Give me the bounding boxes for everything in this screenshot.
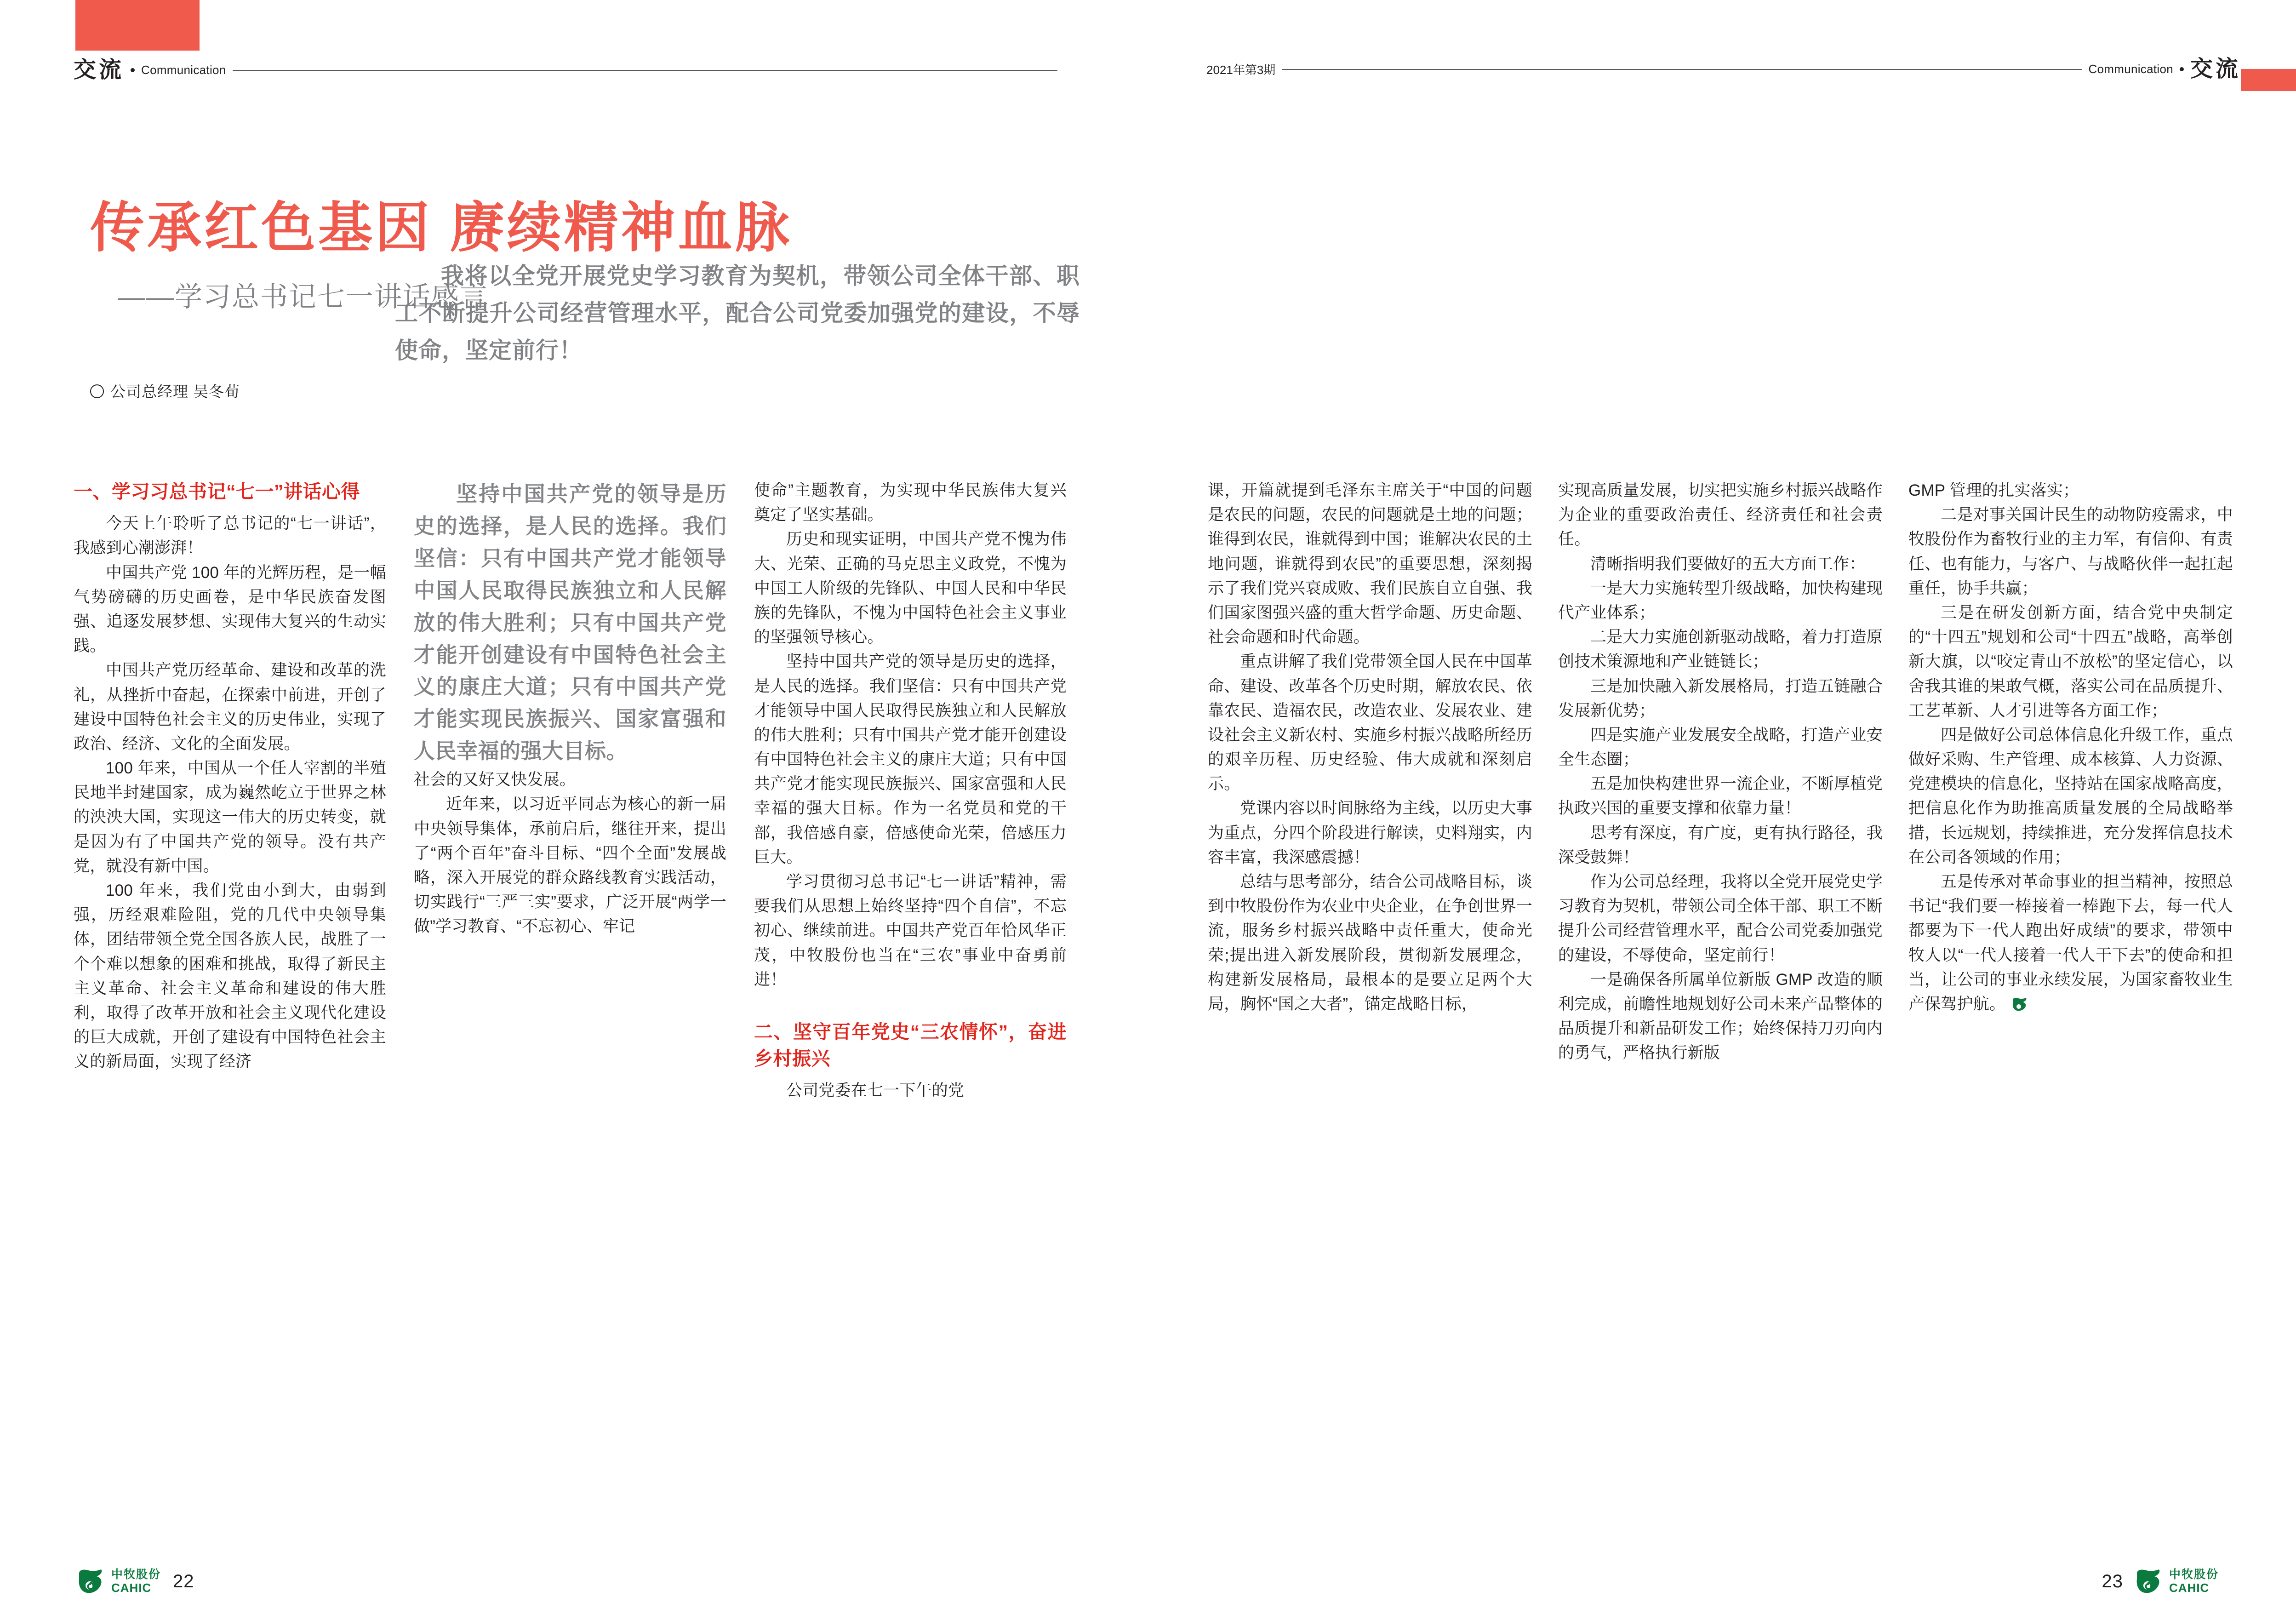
cahic-logo-mark-icon xyxy=(77,1569,106,1594)
page-subtitle: ——学习总书记七一讲话感言 xyxy=(118,281,488,313)
section-name-en: Communication xyxy=(2088,62,2173,76)
paragraph-continuation: 实现高质量发展，切实把实施乡村振兴战略作为企业的重要政治责任、经济责任和社会责任。 xyxy=(1558,481,1883,549)
cahic-logo-mark-icon xyxy=(2135,1569,2164,1594)
article-end-mark-icon xyxy=(2012,997,2028,1011)
right-page-columns xyxy=(1208,478,2233,1485)
byline xyxy=(90,380,240,401)
section-name-cn: 交流 xyxy=(74,57,125,82)
paragraph: 中国共产党历经革命、建设和改革的洗礼，从挫折中奋起，在探索中前进，开创了建设中国特色社会主义的历史伟业，实现了政治、经济、文化的全面发展。 xyxy=(74,661,386,753)
footer-right xyxy=(2102,1569,2219,1594)
paragraph-final xyxy=(1908,870,2233,1016)
issue-label: 2021年第3期 xyxy=(1206,63,1276,77)
logo-name-cn: 中牧股份 xyxy=(2169,1568,2219,1581)
page-number: 23 xyxy=(2102,1571,2123,1591)
page-title: 传承红色基因 赓续精神血脉 xyxy=(90,198,792,258)
section-name-en: Communication xyxy=(141,63,226,77)
logo-text xyxy=(2169,1569,2219,1594)
header-red-block-left xyxy=(75,0,200,51)
cahic-logo xyxy=(2135,1569,2219,1594)
section-heading-2: 二、坚守百年党史“三农情怀”，奋进乡村振兴 xyxy=(754,1021,1067,1070)
pull-quote: 我将以全党开展党史学习教育为契机，带领公司全体干部、职工不断提升公司经营管理水平，配合公司党委加强党的建设，不辱使命，坚定前行！ xyxy=(395,263,1080,363)
cahic-logo xyxy=(77,1569,161,1594)
header-rule xyxy=(233,70,1057,71)
logo-name-en: CAHIC xyxy=(2169,1581,2210,1595)
paragraph-text: 五是传承对革命事业的担当精神，按照总书记“我们要一棒接着一棒跑下去，每一代人都要为下一代人跑出好成绩”的要求，带领中牧人以“一代人接着一代人干下去”的使命和担当，让公司的事业永续发展，为国家畜牧业生产保驾护航。 xyxy=(1908,873,2233,1013)
separator-dot-icon xyxy=(131,68,135,72)
paragraph-continuation: 课，开篇就提到毛泽东主席关于“中国的问题是农民的问题，农民的问题就是土地的问题；谁得到农民，谁就得到中国；谁解决农民的土地问题，谁就得到农民”的重要思想，深刻揭示了我们党兴衰成败、我们民族自立自强、我们国家图强兴盛的重大哲学命题、历史命题、社会命题和时代命题。 xyxy=(1208,481,1532,647)
logo-name-cn: 中牧股份 xyxy=(111,1568,161,1581)
running-head-right xyxy=(1206,58,2241,80)
section-heading-1: 一、学习习总书记“七一”讲话心得 xyxy=(74,481,360,502)
footer-left xyxy=(77,1569,194,1594)
paragraph: 中国共产党 100 年的光辉历程，是一幅气势磅礴的历史画卷，是中华民族奋发图强、追逐发展梦想、实现伟大复兴的生动实践。 xyxy=(74,563,386,655)
paragraph: 三是加快融入新发展格局，打造五链融合发展新优势； xyxy=(1558,677,1883,720)
section-name-cn: 交流 xyxy=(2190,57,2241,81)
paragraph: 三是在研发创新方面，结合党中央制定的“十四五”规划和公司“十四五”战略，高举创新大旗，以“咬定青山不放松”的坚定信心，以舍我其谁的果敢气概，落实公司在品质提升、工艺革新、人才引进等各方面工作； xyxy=(1908,603,2233,720)
paragraph: 五是加快构建世界一流企业，不断厚植党执政兴国的重要支撑和依靠力量！ xyxy=(1558,775,1883,818)
paragraph: 二是大力实施创新驱动战略，着力打造原创技术策源地和产业链链长； xyxy=(1558,628,1883,671)
column-5 xyxy=(1558,478,1883,1485)
paragraph: 二是对事关国计民生的动物防疫需求，中牧股份作为畜牧行业的主力军，有信仰、有责任、也有能力，与客户、与战略伙伴一起扛起重任，协手共赢； xyxy=(1908,506,2233,597)
logo-text xyxy=(111,1569,161,1594)
right-page xyxy=(1148,0,2296,1614)
paragraph: 学习贯彻习总书记“七一讲话”精神，需要我们从思想上始终坚持“四个自信”，不忘初心、继续前进。中国共产党百年恰风华正茂，中牧股份也当在“三农”事业中奋勇前进！ xyxy=(754,873,1067,989)
paragraph: 一是确保各所属单位新版 GMP 改造的顺利完成，前瞻性地规划好公司未来产品整体的品质提升和新品研发工作；始终保持刀刃向内的勇气，严格执行新版 xyxy=(1558,970,1883,1062)
paragraph-continuation: 使命”主题教育，为实现中华民族伟大复兴奠定了坚实基础。 xyxy=(754,481,1067,524)
byline-text: 公司总经理 吴冬荀 xyxy=(110,383,240,400)
column-3 xyxy=(754,478,1067,1485)
column-1 xyxy=(74,478,386,1485)
paragraph-continuation: GMP 管理的扎实落实； xyxy=(1908,481,2079,499)
column-6 xyxy=(1908,478,2233,1485)
header-red-block-right xyxy=(2241,69,2296,91)
paragraph: 四是实施产业发展安全战略，打造产业安全生态圈； xyxy=(1558,726,1883,769)
paragraph: 作为公司总经理，我将以全党开展党史学习教育为契机，带领公司全体干部、职工不断提升公司经营管理水平，配合公司党委加强党的建设，不辱使命，坚定前行！ xyxy=(1558,873,1883,964)
header-rule xyxy=(1282,69,2082,70)
paragraph: 党课内容以时间脉络为主线，以历史大事为重点，分四个阶段进行解读，史料翔实，内容丰富，我深感震撼！ xyxy=(1208,799,1532,866)
left-page-columns xyxy=(74,478,1067,1485)
paragraph: 重点讲解了我们党带领全国人民在中国革命、建设、改革各个历史时期，解放农民、依靠农民、造福农民，改造农业、发展农业、建设社会主义新农村、实施乡村振兴战略所经历的艰辛历程、历史经验、伟大成就和深刻启示。 xyxy=(1208,652,1532,793)
circle-bullet-icon xyxy=(90,384,104,398)
paragraph: 历史和现实证明，中国共产党不愧为伟大、光荣、正确的马克思主义政党，不愧为中国工人阶级的先锋队、中国人民和中华民族的先锋队，不愧为中国特色社会主义事业的坚强领导核心。 xyxy=(754,530,1067,647)
paragraph: 思考有深度，有广度，更有执行路径，我深受鼓舞！ xyxy=(1558,824,1883,866)
paragraph: 100 年来，我们党由小到大，由弱到强，历经艰难险阻，党的几代中央领导集体，团结带领全党全国各族人民，战胜了一个个难以想象的困难和挑战，取得了新民主主义革命、社会主义革命和建设的伟大胜利，取得了改革开放和社会主义现代化建设的巨大成就，开创了建设有中国特色社会主义的新局面，实现了经济 xyxy=(74,881,386,1071)
column-2 xyxy=(414,478,726,1485)
paragraph: 一是大力实施转型升级战略，加快构建现代产业体系； xyxy=(1558,579,1883,622)
paragraph: 今天上午聆听了总书记的“七一讲话”，我感到心潮澎湃！ xyxy=(74,515,386,557)
logo-name-en: CAHIC xyxy=(111,1581,152,1595)
paragraph: 清晰指明我们要做好的五大方面工作： xyxy=(1590,555,1866,573)
column-4 xyxy=(1208,478,1532,1485)
paragraph: 四是做好公司总体信息化升级工作，重点做好采购、生产管理、成本核算、人力资源、党建模块的信息化，坚持站在国家战略高度，把信息化作为助推高质量发展的全局战略举措，长远规划，持续推进，充分发挥信息技术在公司各领域的作用； xyxy=(1908,726,2233,866)
separator-dot-icon xyxy=(2180,67,2184,71)
paragraph: 公司党委在七一下午的党 xyxy=(786,1082,965,1100)
paragraph: 坚持中国共产党的领导是历史的选择，是人民的选择。我们坚信：只有中国共产党才能领导中国人民取得民族独立和人民解放的伟大胜利；只有中国共产党才能开创建设有中国特色社会主义的康庄大道；只有中国共产党才能实现民族振兴、国家富强和人民幸福的强大目标。作为一名党员和党的干部，我倍感自豪，倍感使命光荣，倍感压力巨大。 xyxy=(754,652,1067,866)
paragraph: 总结与思考部分，结合公司战略目标，谈到中牧股份作为农业中央企业，在争创世界一流，服务乡村振兴战略中责任重大，使命光荣;提出进入新发展阶段，贯彻新发展理念，构建新发展格局，最根本的是要立足两个大局，胸怀“国之大者”，锚定战略目标， xyxy=(1208,873,1532,1013)
running-head-left xyxy=(74,59,1057,81)
paragraph: 近年来，以习近平同志为核心的新一届中央领导集体，承前启后，继往开来，提出了“两个百年”奋斗目标、“四个全面”发展战略，深入开展党的群众路线教育实践活动，切实践行“三严三实”要求，广泛开展“两学一做”学习教育、“不忘初心、牢记 xyxy=(414,795,726,936)
page-number: 22 xyxy=(173,1571,194,1591)
paragraph: 100 年来，中国从一个任人宰割的半殖民地半封建国家，成为巍然屹立于世界之林的泱泱大国，实现这一伟大的历史转变，就是因为有了中国共产党的领导。没有共产党，就没有新中国。 xyxy=(74,759,386,875)
paragraph-continuation: 社会的又好又快发展。 xyxy=(414,771,576,789)
emphasis-paragraph: 坚持中国共产党的领导是历史的选择，是人民的选择。我们坚信：只有中国共产党才能领导中国人民取得民族独立和人民解放的伟大胜利；只有中国共产党才能开创建设有中国特色社会主义的康庄大道；只有中国共产党才能实现民族振兴、国家富强和人民幸福的强大目标。 xyxy=(414,482,726,763)
